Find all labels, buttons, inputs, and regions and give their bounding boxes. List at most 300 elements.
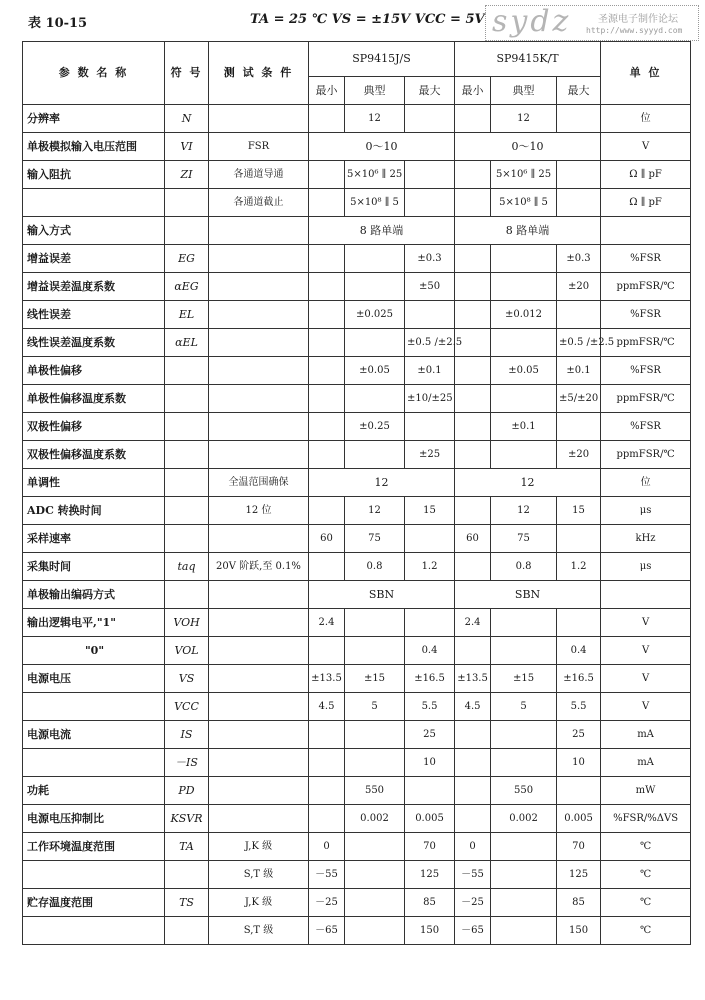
unit-cell: %FSR xyxy=(601,301,691,329)
value-typ-group1 xyxy=(345,245,405,273)
test-condition xyxy=(209,637,309,665)
param-name: 电源电压 xyxy=(23,665,165,693)
value-typ-group2 xyxy=(491,273,557,301)
value-max-group2: 10 xyxy=(557,749,601,777)
value-typ-group1 xyxy=(345,721,405,749)
unit-cell: ppmFSR/℃ xyxy=(601,441,691,469)
value-min-group1: ±13.5 xyxy=(309,665,345,693)
value-typ-group2 xyxy=(491,385,557,413)
table-row xyxy=(23,833,691,861)
param-name: 单极输出编码方式 xyxy=(23,581,165,609)
value-min-group2 xyxy=(455,385,491,413)
value-typ-group2 xyxy=(491,917,557,945)
value-max-group2: 5.5 xyxy=(557,693,601,721)
unit-cell: Ω ∥ pF xyxy=(601,161,691,189)
value-min-group1: －55 xyxy=(309,861,345,889)
table-row xyxy=(23,357,691,385)
test-condition xyxy=(209,357,309,385)
test-condition: FSR xyxy=(209,133,309,161)
value-max-group2 xyxy=(557,609,601,637)
unit-cell: ℃ xyxy=(601,917,691,945)
unit-cell xyxy=(601,217,691,245)
value-max-group1 xyxy=(405,105,455,133)
param-symbol: IS xyxy=(165,721,209,749)
table-row xyxy=(23,189,691,217)
value-min-group1: 2.4 xyxy=(309,609,345,637)
watermark-logo: sydz xyxy=(492,4,572,39)
test-condition xyxy=(209,301,309,329)
value-min-group1 xyxy=(309,413,345,441)
test-condition xyxy=(209,721,309,749)
param-symbol xyxy=(165,413,209,441)
param-symbol xyxy=(165,861,209,889)
param-symbol: VI xyxy=(165,133,209,161)
value-typ-group1 xyxy=(345,833,405,861)
test-condition: 各通道截止 xyxy=(209,189,309,217)
test-condition xyxy=(209,525,309,553)
col-header-symbol: 符 号 xyxy=(165,42,209,105)
watermark-url: http://www.syyyd.com xyxy=(586,26,683,35)
param-symbol xyxy=(165,217,209,245)
value-typ-group2 xyxy=(491,721,557,749)
unit-cell: V xyxy=(601,665,691,693)
value-max-group2: 85 xyxy=(557,889,601,917)
value-max-group1 xyxy=(405,525,455,553)
value-max-group2 xyxy=(557,777,601,805)
table-row xyxy=(23,721,691,749)
col-header-typ: 典型 xyxy=(491,77,557,105)
value-max-group2: 150 xyxy=(557,917,601,945)
test-condition xyxy=(209,749,309,777)
value-typ-group1 xyxy=(345,637,405,665)
param-symbol: VS xyxy=(165,665,209,693)
value-max-group1 xyxy=(405,189,455,217)
value-min-group2 xyxy=(455,749,491,777)
value-typ-group1 xyxy=(345,917,405,945)
test-condition: 20V 阶跃,至 0.1% xyxy=(209,553,309,581)
value-max-group1: 25 xyxy=(405,721,455,749)
value-max-group1: 150 xyxy=(405,917,455,945)
param-name xyxy=(23,917,165,945)
unit-cell: V xyxy=(601,637,691,665)
value-group1: 0～10 xyxy=(309,133,455,161)
col-header-group2: SP9415K/T xyxy=(455,42,601,77)
value-min-group2: －55 xyxy=(455,861,491,889)
param-symbol xyxy=(165,581,209,609)
value-max-group1: 0.4 xyxy=(405,637,455,665)
value-min-group1 xyxy=(309,301,345,329)
value-group1: 8 路单端 xyxy=(309,217,455,245)
param-name xyxy=(23,693,165,721)
value-min-group1 xyxy=(309,189,345,217)
param-name xyxy=(23,861,165,889)
value-min-group1 xyxy=(309,357,345,385)
value-group1: SBN xyxy=(309,581,455,609)
param-name: 单调性 xyxy=(23,469,165,497)
value-max-group1: ±16.5 xyxy=(405,665,455,693)
value-min-group1: 4.5 xyxy=(309,693,345,721)
value-min-group1 xyxy=(309,497,345,525)
value-max-group2: 25 xyxy=(557,721,601,749)
unit-cell: %FSR xyxy=(601,245,691,273)
test-condition xyxy=(209,581,309,609)
value-min-group1: －25 xyxy=(309,889,345,917)
value-typ-group2: ±15 xyxy=(491,665,557,693)
watermark-title: 圣源电子制作论坛 xyxy=(598,14,678,25)
value-typ-group2: ±0.1 xyxy=(491,413,557,441)
param-name: 输入方式 xyxy=(23,217,165,245)
test-condition: J,K 级 xyxy=(209,833,309,861)
value-group1: 12 xyxy=(309,469,455,497)
value-max-group2: ±0.1 xyxy=(557,357,601,385)
unit-cell: mA xyxy=(601,749,691,777)
value-typ-group2 xyxy=(491,441,557,469)
table-row xyxy=(23,525,691,553)
value-min-group2 xyxy=(455,189,491,217)
value-min-group1 xyxy=(309,721,345,749)
value-min-group1 xyxy=(309,329,345,357)
value-typ-group2: 75 xyxy=(491,525,557,553)
param-symbol xyxy=(165,189,209,217)
table-row xyxy=(23,609,691,637)
param-symbol: －IS xyxy=(165,749,209,777)
unit-cell: mA xyxy=(601,721,691,749)
test-condition: 各通道导通 xyxy=(209,161,309,189)
test-condition: S,T 级 xyxy=(209,917,309,945)
value-max-group1: 70 xyxy=(405,833,455,861)
param-name: 增益误差 xyxy=(23,245,165,273)
param-symbol: VCC xyxy=(165,693,209,721)
param-symbol: VOL xyxy=(165,637,209,665)
table-row xyxy=(23,889,691,917)
value-min-group2 xyxy=(455,273,491,301)
value-max-group2 xyxy=(557,105,601,133)
value-typ-group2: 5×10⁸ ∥ 5 xyxy=(491,189,557,217)
spec-table xyxy=(22,41,691,945)
param-symbol: TA xyxy=(165,833,209,861)
value-typ-group2: ±0.05 xyxy=(491,357,557,385)
param-symbol: KSVR xyxy=(165,805,209,833)
value-typ-group2 xyxy=(491,833,557,861)
value-typ-group1 xyxy=(345,861,405,889)
col-header-group1: SP9415J/S xyxy=(309,42,455,77)
col-header-max: 最大 xyxy=(405,77,455,105)
value-typ-group1 xyxy=(345,385,405,413)
table-row xyxy=(23,693,691,721)
param-symbol xyxy=(165,385,209,413)
value-max-group1 xyxy=(405,609,455,637)
value-typ-group2 xyxy=(491,329,557,357)
value-typ-group1: 75 xyxy=(345,525,405,553)
value-typ-group1: 550 xyxy=(345,777,405,805)
unit-cell: %FSR/%ΔVS xyxy=(601,805,691,833)
param-symbol xyxy=(165,469,209,497)
unit-cell: V xyxy=(601,609,691,637)
value-typ-group1: 5 xyxy=(345,693,405,721)
param-name: 双极性偏移 xyxy=(23,413,165,441)
value-min-group1: 60 xyxy=(309,525,345,553)
unit-cell: 位 xyxy=(601,105,691,133)
value-max-group1: ±0.5 /±2.5 xyxy=(405,329,455,357)
value-max-group1: 1.2 xyxy=(405,553,455,581)
value-typ-group1: ±0.05 xyxy=(345,357,405,385)
value-min-group2 xyxy=(455,301,491,329)
value-typ-group1: 5×10⁸ ∥ 5 xyxy=(345,189,405,217)
value-group2: SBN xyxy=(455,581,601,609)
value-typ-group2: 5 xyxy=(491,693,557,721)
value-max-group2: ±5/±20 xyxy=(557,385,601,413)
value-min-group2 xyxy=(455,105,491,133)
table-row xyxy=(23,553,691,581)
table-row xyxy=(23,385,691,413)
test-condition: 全温范围确保 xyxy=(209,469,309,497)
table-header xyxy=(28,12,485,32)
value-typ-group2: 12 xyxy=(491,497,557,525)
param-name: 功耗 xyxy=(23,777,165,805)
value-max-group1: ±25 xyxy=(405,441,455,469)
value-typ-group1: 12 xyxy=(345,497,405,525)
value-max-group2: ±0.3 xyxy=(557,245,601,273)
unit-cell: V xyxy=(601,693,691,721)
value-min-group2: ±13.5 xyxy=(455,665,491,693)
table-row xyxy=(23,637,691,665)
test-condition xyxy=(209,385,309,413)
col-header-param: 参 数 名 称 xyxy=(23,42,165,105)
value-group2: 12 xyxy=(455,469,601,497)
test-condition xyxy=(209,245,309,273)
param-symbol xyxy=(165,497,209,525)
param-name: 双极性偏移温度系数 xyxy=(23,441,165,469)
value-max-group1: 10 xyxy=(405,749,455,777)
value-max-group2: ±20 xyxy=(557,441,601,469)
param-name xyxy=(23,189,165,217)
col-header-unit: 单 位 xyxy=(601,42,691,105)
value-typ-group2 xyxy=(491,245,557,273)
value-min-group1 xyxy=(309,749,345,777)
value-min-group1 xyxy=(309,245,345,273)
value-max-group2 xyxy=(557,301,601,329)
table-row xyxy=(23,497,691,525)
unit-cell: ℃ xyxy=(601,861,691,889)
value-max-group2 xyxy=(557,161,601,189)
value-typ-group1 xyxy=(345,273,405,301)
test-condition xyxy=(209,777,309,805)
unit-cell: μs xyxy=(601,497,691,525)
value-min-group2 xyxy=(455,413,491,441)
param-symbol xyxy=(165,917,209,945)
test-condition xyxy=(209,105,309,133)
col-header-min: 最小 xyxy=(309,77,345,105)
test-condition xyxy=(209,609,309,637)
unit-cell: kHz xyxy=(601,525,691,553)
unit-cell: ppmFSR/℃ xyxy=(601,273,691,301)
table-row xyxy=(23,217,691,245)
value-max-group2 xyxy=(557,525,601,553)
table-row xyxy=(23,273,691,301)
unit-cell: %FSR xyxy=(601,413,691,441)
test-condition xyxy=(209,665,309,693)
value-max-group1: 0.005 xyxy=(405,805,455,833)
table-row xyxy=(23,105,691,133)
value-typ-group1 xyxy=(345,609,405,637)
value-typ-group1 xyxy=(345,889,405,917)
value-min-group1 xyxy=(309,161,345,189)
unit-cell: ℃ xyxy=(601,889,691,917)
value-typ-group1 xyxy=(345,329,405,357)
param-name: 输入阻抗 xyxy=(23,161,165,189)
value-typ-group2: 0.002 xyxy=(491,805,557,833)
table-row xyxy=(23,749,691,777)
value-min-group1 xyxy=(309,553,345,581)
table-row xyxy=(23,133,691,161)
value-typ-group1: 0.002 xyxy=(345,805,405,833)
value-min-group2: 4.5 xyxy=(455,693,491,721)
unit-cell: 位 xyxy=(601,469,691,497)
param-name: 线性误差温度系数 xyxy=(23,329,165,357)
value-min-group1 xyxy=(309,105,345,133)
value-typ-group2 xyxy=(491,749,557,777)
value-min-group2 xyxy=(455,441,491,469)
unit-cell: Ω ∥ pF xyxy=(601,189,691,217)
unit-cell: %FSR xyxy=(601,357,691,385)
value-max-group2: 125 xyxy=(557,861,601,889)
value-min-group1 xyxy=(309,441,345,469)
value-min-group2 xyxy=(455,777,491,805)
test-condition xyxy=(209,693,309,721)
param-name: 贮存温度范围 xyxy=(23,889,165,917)
value-min-group2: －65 xyxy=(455,917,491,945)
param-symbol: EL xyxy=(165,301,209,329)
value-max-group2: 70 xyxy=(557,833,601,861)
param-name: 采样速率 xyxy=(23,525,165,553)
value-group2: 0～10 xyxy=(455,133,601,161)
param-symbol xyxy=(165,357,209,385)
table-row xyxy=(23,805,691,833)
value-min-group2 xyxy=(455,161,491,189)
value-typ-group1: 5×10⁶ ∥ 25 xyxy=(345,161,405,189)
value-min-group2 xyxy=(455,805,491,833)
value-max-group2: ±16.5 xyxy=(557,665,601,693)
col-header-test: 测 试 条 件 xyxy=(209,42,309,105)
value-typ-group2 xyxy=(491,861,557,889)
table-number: 表 10-15 xyxy=(28,16,88,31)
unit-cell: ℃ xyxy=(601,833,691,861)
value-typ-group2: 550 xyxy=(491,777,557,805)
unit-cell xyxy=(601,581,691,609)
param-name xyxy=(23,749,165,777)
param-symbol: ZI xyxy=(165,161,209,189)
value-min-group2 xyxy=(455,721,491,749)
value-group2: 8 路单端 xyxy=(455,217,601,245)
value-typ-group1: 0.8 xyxy=(345,553,405,581)
test-condition xyxy=(209,805,309,833)
value-min-group1 xyxy=(309,385,345,413)
param-symbol: EG xyxy=(165,245,209,273)
test-conditions: TA = 25 ℃ VS = ±15V VCC = 5V xyxy=(250,12,485,27)
value-max-group1: ±10/±25 xyxy=(405,385,455,413)
table-row xyxy=(23,329,691,357)
table-row xyxy=(23,441,691,469)
param-name: 增益误差温度系数 xyxy=(23,273,165,301)
value-min-group2 xyxy=(455,637,491,665)
value-typ-group2: ±0.012 xyxy=(491,301,557,329)
unit-cell: ppmFSR/℃ xyxy=(601,329,691,357)
unit-cell: mW xyxy=(601,777,691,805)
spec-table-body xyxy=(23,105,691,945)
value-min-group1 xyxy=(309,777,345,805)
value-typ-group1: ±0.25 xyxy=(345,413,405,441)
value-max-group1: ±50 xyxy=(405,273,455,301)
value-min-group2 xyxy=(455,357,491,385)
value-typ-group2 xyxy=(491,889,557,917)
col-header-max: 最大 xyxy=(557,77,601,105)
param-symbol: αEG xyxy=(165,273,209,301)
param-symbol xyxy=(165,441,209,469)
test-condition xyxy=(209,273,309,301)
param-symbol: N xyxy=(165,105,209,133)
value-max-group1: 5.5 xyxy=(405,693,455,721)
value-typ-group2 xyxy=(491,637,557,665)
table-row xyxy=(23,245,691,273)
param-symbol: taq xyxy=(165,553,209,581)
table-row xyxy=(23,777,691,805)
table-row xyxy=(23,469,691,497)
table-row xyxy=(23,301,691,329)
param-name: 分辨率 xyxy=(23,105,165,133)
param-name: 工作环境温度范围 xyxy=(23,833,165,861)
value-max-group1: ±0.1 xyxy=(405,357,455,385)
value-typ-group2: 5×10⁶ ∥ 25 xyxy=(491,161,557,189)
value-max-group2 xyxy=(557,413,601,441)
value-min-group2 xyxy=(455,497,491,525)
table-row xyxy=(23,665,691,693)
value-min-group1: 0 xyxy=(309,833,345,861)
unit-cell: μs xyxy=(601,553,691,581)
value-typ-group1 xyxy=(345,441,405,469)
value-max-group1: 125 xyxy=(405,861,455,889)
test-condition: S,T 级 xyxy=(209,861,309,889)
test-condition xyxy=(209,441,309,469)
param-name: ADC 转换时间 xyxy=(23,497,165,525)
param-name: 单极性偏移 xyxy=(23,357,165,385)
table-row xyxy=(23,413,691,441)
test-condition: 12 位 xyxy=(209,497,309,525)
value-max-group1 xyxy=(405,413,455,441)
table-row xyxy=(23,917,691,945)
watermark xyxy=(485,5,699,41)
param-name: 单极性偏移温度系数 xyxy=(23,385,165,413)
param-name: 采集时间 xyxy=(23,553,165,581)
value-max-group1 xyxy=(405,777,455,805)
unit-cell: ppmFSR/℃ xyxy=(601,385,691,413)
value-typ-group2 xyxy=(491,609,557,637)
value-min-group1 xyxy=(309,805,345,833)
test-condition xyxy=(209,413,309,441)
test-condition xyxy=(209,217,309,245)
value-max-group2: 15 xyxy=(557,497,601,525)
value-max-group2: ±0.5 /±2.5 xyxy=(557,329,601,357)
value-min-group2: 2.4 xyxy=(455,609,491,637)
param-name: 线性误差 xyxy=(23,301,165,329)
table-row xyxy=(23,581,691,609)
value-min-group1: －65 xyxy=(309,917,345,945)
col-header-min: 最小 xyxy=(455,77,491,105)
value-typ-group2: 0.8 xyxy=(491,553,557,581)
value-min-group1 xyxy=(309,637,345,665)
value-max-group1 xyxy=(405,161,455,189)
value-max-group2: ±20 xyxy=(557,273,601,301)
test-condition xyxy=(209,329,309,357)
